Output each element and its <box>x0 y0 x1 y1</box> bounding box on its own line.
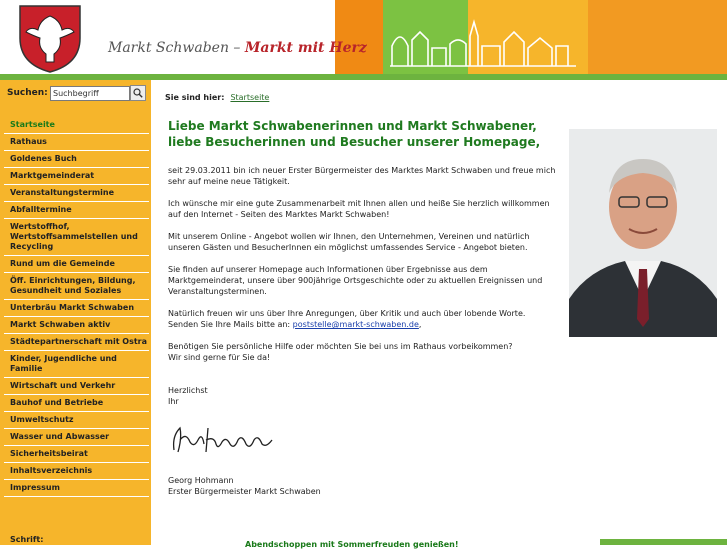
signer-name: Georg Hohmann <box>168 476 234 485</box>
paragraph-mail <box>168 308 558 330</box>
paragraph-2: Ich wünsche mir eine gute Zusammenarbeit mit Ihnen allen und heiße Sie herzlich willkommen auf den Internet - Seiten des Marktes Markt Schwaben! <box>168 199 550 219</box>
sidebar-item[interactable]: Rund um die Gemeinde <box>4 256 149 273</box>
sidebar-item[interactable]: Öff. Einrichtungen, Bildung, Gesundheit und Soziales <box>4 273 149 300</box>
paragraph-3: Mit unserem Online - Angebot wollen wir Ihnen, den Unternehmen, Vereinen und natürlich unseren Gästen und BesucherInnen ein möglichst umfassendes Service - Angebot bieten. <box>168 232 530 252</box>
page-headline: Liebe Markt Schwabenerinnen und Markt Schwabener, liebe Besucherinnen und Besucher unserer Homepage, <box>168 119 541 149</box>
sidebar-item[interactable]: Impressum <box>4 480 149 497</box>
sidebar-item[interactable]: Kinder, Jugendliche und Familie <box>4 351 149 378</box>
welcome-text <box>168 165 558 418</box>
mayor-photo <box>569 129 717 337</box>
sidebar-item[interactable]: Umweltschutz <box>4 412 149 429</box>
breadcrumb-link-home[interactable]: Startseite <box>230 93 270 102</box>
brand-name: Markt Schwaben <box>108 40 229 56</box>
sidebar-item[interactable]: Städtepartnerschaft mit Ostra <box>4 334 149 351</box>
font-size-control: Schrift: <box>10 535 44 544</box>
search-button[interactable] <box>130 85 146 101</box>
search-label: Suchen: <box>7 88 48 98</box>
magnifier-icon <box>133 88 143 98</box>
sidebar-item[interactable]: Veranstaltungstermine <box>4 185 149 202</box>
greeting-line-2: Ihr <box>168 397 179 406</box>
sidebar-item[interactable]: Wirtschaft und Verkehr <box>4 378 149 395</box>
sidebar-item[interactable]: Abfalltermine <box>4 202 149 219</box>
paragraph-closing <box>168 341 558 363</box>
sidebar-item[interactable]: Rathaus <box>4 134 149 151</box>
email-link[interactable]: poststelle@markt-schwaben.de <box>292 320 419 329</box>
sidebar-item[interactable]: Wasser und Abwasser <box>4 429 149 446</box>
site-header <box>0 0 727 80</box>
breadcrumb <box>165 93 269 102</box>
coat-of-arms-icon <box>10 2 90 74</box>
sidebar-nav <box>4 117 149 497</box>
brand-separator: – <box>228 40 245 56</box>
brand-title <box>108 40 367 56</box>
sidebar-item[interactable]: Markt Schwaben aktiv <box>4 317 149 334</box>
sidebar-item[interactable]: Bauhof und Betriebe <box>4 395 149 412</box>
sidebar-item[interactable]: Startseite <box>4 117 149 134</box>
brand-slogan: Markt mit Herz <box>244 40 367 56</box>
sidebar-item[interactable]: Marktgemeinderat <box>4 168 149 185</box>
greeting <box>168 385 558 407</box>
closing-line-1: Benötigen Sie persönliche Hilfe oder möchten Sie bei uns im Rathaus vorbeikommen? <box>168 342 513 351</box>
sidebar-item[interactable]: Inhaltsverzeichnis <box>4 463 149 480</box>
paragraph-4: Sie finden auf unserer Homepage auch Informationen über Ergebnisse aus dem Marktgemeinderat, unsere über 900jährige Ortsgeschichte oder zu aktuellen Ereignissen und Veranstaltungsterminen. <box>168 265 543 296</box>
signer-block <box>168 475 321 497</box>
paragraph-1: seit 29.03.2011 bin ich neuer Erster Bürgermeister des Marktes Markt Schwaben und freue mich sehr auf meine neue Tätigkeit. <box>168 166 556 186</box>
greeting-line-1: Herzlichst <box>168 386 208 395</box>
sidebar-item[interactable]: Sicherheitsbeirat <box>4 446 149 463</box>
signer-title: Erster Bürgermeister Markt Schwaben <box>168 487 321 496</box>
teaser-headline[interactable]: Abendschoppen mit Sommerfreuden genießen! <box>245 540 459 549</box>
footer-green-box <box>600 539 727 545</box>
sidebar-item[interactable]: Goldenes Buch <box>4 151 149 168</box>
sidebar-item[interactable]: Wertstoffhof, Wertstoffsammelstellen und Recycling <box>4 219 149 256</box>
mail-text: Natürlich freuen wir uns über Ihre Anregungen, über Kritik und auch über lobende Worte. Senden Sie Ihre Mails bitte an: <box>168 309 526 329</box>
closing-line-2: Wir sind gerne für Sie da! <box>168 353 271 362</box>
signature-image <box>168 422 278 458</box>
mail-after: , <box>418 320 422 329</box>
portrait-image <box>569 129 717 337</box>
breadcrumb-label: Sie sind hier: <box>165 93 225 102</box>
search-input[interactable] <box>50 86 130 101</box>
sidebar-item[interactable]: Unterbräu Markt Schwaben <box>4 300 149 317</box>
header-orange-band-right <box>588 0 727 80</box>
town-skyline-icon <box>390 18 580 68</box>
